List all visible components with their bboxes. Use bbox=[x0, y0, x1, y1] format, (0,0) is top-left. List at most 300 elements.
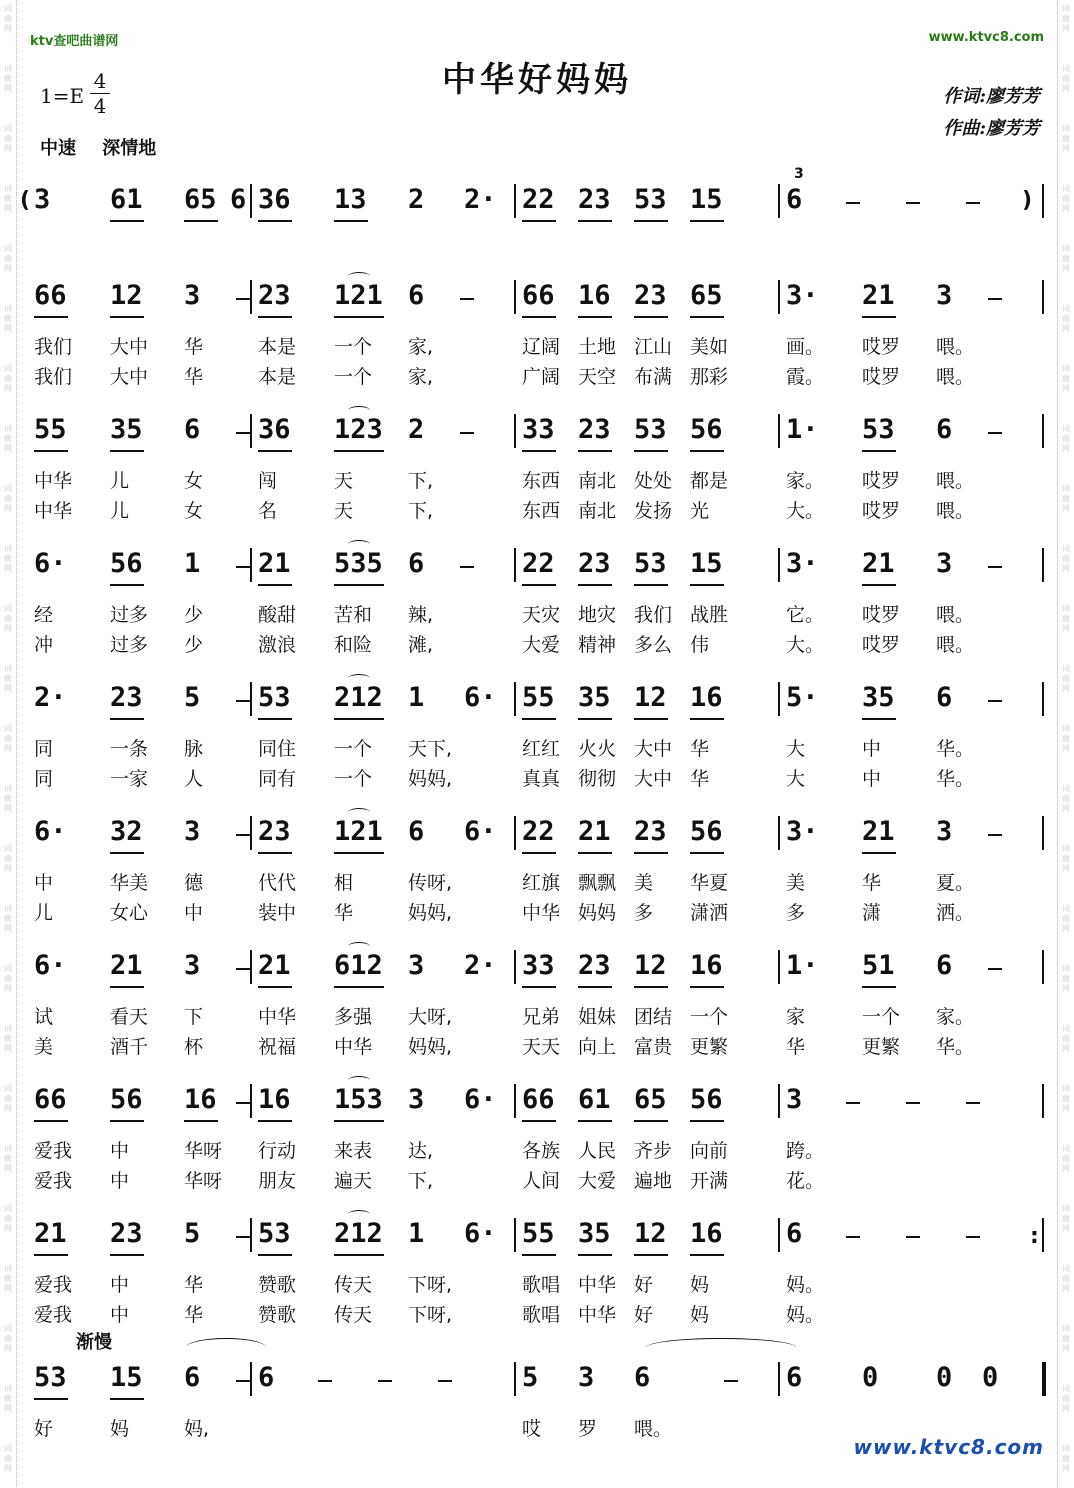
lyric-verse-2: 少 bbox=[184, 634, 204, 656]
site-logo[interactable]: www.ktvc8.com bbox=[853, 1435, 1044, 1459]
sustain-dash bbox=[378, 1380, 392, 1382]
lyric-verse-2: 更繁 bbox=[690, 1036, 729, 1058]
note: 3 bbox=[184, 280, 201, 311]
beam-underline bbox=[634, 316, 668, 318]
side-watermark-text: 词曲网 bbox=[4, 1084, 12, 1113]
lyric-verse-1: 好 bbox=[34, 1418, 54, 1440]
note: 65 bbox=[690, 280, 723, 311]
beam-underline bbox=[334, 1254, 384, 1256]
sustain-dash bbox=[236, 432, 250, 434]
beam-underline bbox=[334, 584, 384, 586]
note: 6· bbox=[464, 816, 497, 847]
key-signature: 1=E bbox=[40, 84, 85, 108]
lyric-verse-1: 中华 bbox=[34, 470, 73, 492]
lyric-verse-1: 妈, bbox=[184, 1418, 210, 1440]
lyric-verse-1: 江山 bbox=[634, 336, 673, 358]
lyric-verse-2: 华 bbox=[334, 902, 354, 924]
lyric-verse-1: 火火 bbox=[578, 738, 617, 760]
beam-underline bbox=[334, 986, 384, 988]
beam-underline bbox=[34, 1254, 68, 1256]
side-watermark-text: 词曲网 bbox=[1062, 964, 1070, 993]
tempo-marking bbox=[40, 134, 176, 160]
composer-credit: 作曲:廖芳芳 bbox=[943, 118, 1040, 139]
lyric-verse-2: 滩, bbox=[408, 634, 434, 656]
lyric-verse-1: 代代 bbox=[258, 872, 297, 894]
lyric-verse-2: 喂。 bbox=[936, 366, 975, 388]
note: 53 bbox=[634, 548, 667, 579]
lyric-verse-2: 潇 bbox=[862, 902, 882, 924]
lyric-verse-2: 大。 bbox=[786, 500, 825, 522]
sustain-dash bbox=[460, 432, 474, 434]
note: 2 bbox=[408, 184, 425, 215]
beam-underline bbox=[110, 1254, 144, 1256]
beam-underline bbox=[110, 584, 144, 586]
note: 53 bbox=[862, 414, 895, 445]
note: 1· bbox=[786, 950, 819, 981]
lyric-verse-2: 多 bbox=[786, 902, 806, 924]
note: 6 bbox=[936, 414, 953, 445]
lyric-verse-1: 女 bbox=[184, 470, 204, 492]
note: 35 bbox=[578, 1218, 611, 1249]
note: 16 bbox=[690, 682, 723, 713]
lyric-verse-1: 姐妹 bbox=[578, 1006, 617, 1028]
lyric-verse-2: 伟 bbox=[690, 634, 710, 656]
lyric-verse-2: 南北 bbox=[578, 500, 617, 522]
note: 56 bbox=[690, 816, 723, 847]
lyric-verse-1: 夏。 bbox=[936, 872, 975, 894]
note: 3· bbox=[786, 548, 819, 579]
slur bbox=[348, 674, 370, 683]
note: 1 bbox=[408, 682, 425, 713]
note: 23 bbox=[578, 414, 611, 445]
note: 61 bbox=[110, 184, 143, 215]
score-system-1 bbox=[26, 276, 1044, 406]
lyric-verse-1: 美如 bbox=[690, 336, 729, 358]
sustain-dash bbox=[236, 834, 250, 836]
lyric-verse-1: 歌唱 bbox=[522, 1274, 561, 1296]
sustain-dash bbox=[988, 566, 1002, 568]
lyric-verse-1: 达, bbox=[408, 1140, 434, 1162]
note: 16 bbox=[690, 950, 723, 981]
sustain-dash bbox=[906, 1102, 920, 1104]
note-row bbox=[20, 180, 1044, 224]
lyric-verse-1: 试 bbox=[34, 1006, 54, 1028]
sustain-dash bbox=[988, 298, 1002, 300]
lyric-verse-2: 儿 bbox=[110, 500, 130, 522]
slur bbox=[348, 942, 370, 951]
score-system-5 bbox=[26, 812, 1044, 942]
lyric-verse-1: 妈 bbox=[110, 1418, 130, 1440]
lyric-verse-2: 中 bbox=[110, 1304, 130, 1326]
beam-underline bbox=[690, 718, 724, 720]
lyric-verse-1: 飘飘 bbox=[578, 872, 617, 894]
sustain-dash bbox=[988, 700, 1002, 702]
barline bbox=[514, 184, 516, 218]
barline bbox=[778, 1362, 780, 1396]
barline bbox=[1042, 682, 1044, 716]
note: 2· bbox=[464, 950, 497, 981]
beam-underline bbox=[634, 584, 668, 586]
note: 6 bbox=[936, 682, 953, 713]
lyric-verse-1: 下 bbox=[184, 1006, 204, 1028]
lyric-verse-1: 罗 bbox=[578, 1418, 598, 1440]
lyric-verse-2: 激浪 bbox=[258, 634, 297, 656]
note: 53 bbox=[258, 682, 291, 713]
beam-underline bbox=[258, 718, 292, 720]
lyric-verse-1: 哎 bbox=[522, 1418, 542, 1440]
lyric-verse-2: 名 bbox=[258, 500, 278, 522]
beam-underline bbox=[634, 450, 668, 452]
side-watermark-text: 词曲网 bbox=[4, 844, 12, 873]
lyric-verse-1: 妈 bbox=[690, 1274, 710, 1296]
note: 35 bbox=[110, 414, 143, 445]
lyric-verse-2: 女心 bbox=[110, 902, 149, 924]
note: 23 bbox=[634, 280, 667, 311]
lyric-verse-1: 赞歌 bbox=[258, 1274, 297, 1296]
lyric-verse-2: 中 bbox=[184, 902, 204, 924]
lyric-verse-2: 女 bbox=[184, 500, 204, 522]
intro-close-paren: ) bbox=[1022, 188, 1033, 213]
lyric-verse-1: 大中 bbox=[110, 336, 149, 358]
lyric-verse-1: 家, bbox=[408, 336, 434, 358]
lyric-verse-2: 中 bbox=[862, 768, 882, 790]
beam-underline bbox=[578, 718, 612, 720]
sustain-dash bbox=[846, 1102, 860, 1104]
lyric-verse-1: 团结 bbox=[634, 1006, 673, 1028]
note: 23 bbox=[578, 184, 611, 215]
lyric-verse-2: 大中 bbox=[110, 366, 149, 388]
beam-underline bbox=[634, 718, 668, 720]
lyric-verse-2: 中华 bbox=[334, 1036, 373, 1058]
lyric-verse-2: 精神 bbox=[578, 634, 617, 656]
beam-underline bbox=[578, 450, 612, 452]
note: 2 bbox=[408, 414, 425, 445]
note: 53 bbox=[34, 1362, 67, 1393]
lyric-verse-2: 妈。 bbox=[786, 1304, 825, 1326]
lyric-verse-2: 霞。 bbox=[786, 366, 825, 388]
lyric-verse-1: 爱我 bbox=[34, 1140, 73, 1162]
note: 23 bbox=[634, 816, 667, 847]
lyric-verse-1: 天灾 bbox=[522, 604, 561, 626]
note: 3 bbox=[184, 816, 201, 847]
beam-underline bbox=[690, 1254, 724, 1256]
beam-underline bbox=[110, 220, 144, 222]
lyric-verse-1: 看天 bbox=[110, 1006, 149, 1028]
note: 2· bbox=[34, 682, 67, 713]
lyric-verse-2: 同 bbox=[34, 768, 54, 790]
barline bbox=[514, 950, 516, 984]
barline bbox=[1042, 950, 1044, 984]
lyric-verse-1: 处处 bbox=[634, 470, 673, 492]
lyric-verse-2: 下, bbox=[408, 1170, 434, 1192]
note: 56 bbox=[110, 548, 143, 579]
tie bbox=[646, 1338, 796, 1357]
note: 65 bbox=[634, 1084, 667, 1115]
lyric-verse-1: 我们 bbox=[34, 336, 73, 358]
barline bbox=[514, 816, 516, 850]
side-watermark-text: 词曲网 bbox=[1062, 124, 1070, 153]
note: 21 bbox=[862, 280, 895, 311]
side-watermark-text: 词曲网 bbox=[4, 1384, 12, 1413]
note: 65 bbox=[184, 184, 217, 215]
side-watermark-text: 词曲网 bbox=[4, 604, 12, 633]
beam-underline bbox=[578, 316, 612, 318]
lyric-verse-2: 华 bbox=[690, 768, 710, 790]
beam-underline bbox=[862, 718, 896, 720]
barline bbox=[514, 1218, 516, 1252]
intro-open-paren: ( bbox=[20, 188, 31, 213]
note: 3 bbox=[184, 950, 201, 981]
lyric-verse-2: 本是 bbox=[258, 366, 297, 388]
note: 212 bbox=[334, 1218, 383, 1249]
barline bbox=[250, 682, 252, 716]
beam-underline bbox=[258, 1254, 292, 1256]
barline bbox=[514, 548, 516, 582]
note: 1 bbox=[408, 1218, 425, 1249]
lyric-verse-2: 潇洒 bbox=[690, 902, 729, 924]
score-system-8 bbox=[26, 1214, 1044, 1344]
lyric-verse-2: 好 bbox=[634, 1304, 654, 1326]
lyric-verse-1: 同住 bbox=[258, 738, 297, 760]
slur bbox=[348, 272, 370, 281]
beam-underline bbox=[258, 1120, 292, 1122]
barline bbox=[778, 414, 780, 448]
slur bbox=[348, 808, 370, 817]
barline bbox=[778, 1084, 780, 1118]
note: 123 bbox=[334, 414, 383, 445]
lyric-verse-2: 喂。 bbox=[936, 634, 975, 656]
lyric-verse-1: 家。 bbox=[786, 470, 825, 492]
sustain-dash bbox=[988, 432, 1002, 434]
side-watermark-text: 词曲网 bbox=[4, 1444, 12, 1473]
side-watermark-text: 词曲网 bbox=[4, 1144, 12, 1173]
barline bbox=[250, 184, 252, 218]
lyric-verse-2: 喂。 bbox=[936, 500, 975, 522]
note: 55 bbox=[522, 1218, 555, 1249]
side-watermark-text: 词曲网 bbox=[4, 904, 12, 933]
lyric-verse-2: 一家 bbox=[110, 768, 149, 790]
lyric-verse-1: 它。 bbox=[786, 604, 825, 626]
beam-underline bbox=[334, 316, 384, 318]
note: 53 bbox=[634, 184, 667, 215]
tempo-expression: 深情地 bbox=[102, 138, 157, 159]
lyric-verse-2: 布满 bbox=[634, 366, 673, 388]
lyric-verse-1: 爱我 bbox=[34, 1274, 73, 1296]
lyric-verse-2: 儿 bbox=[34, 902, 54, 924]
lyric-verse-1: 南北 bbox=[578, 470, 617, 492]
beam-underline bbox=[690, 450, 724, 452]
sustain-dash bbox=[906, 202, 920, 204]
beam-underline bbox=[34, 316, 68, 318]
note: 16 bbox=[258, 1084, 291, 1115]
score-system-6 bbox=[26, 946, 1044, 1076]
sustain-dash bbox=[236, 566, 250, 568]
barline bbox=[250, 414, 252, 448]
note: 6 bbox=[230, 184, 247, 215]
note: 6 bbox=[184, 414, 201, 445]
note: 6· bbox=[34, 548, 67, 579]
note: 6 bbox=[936, 950, 953, 981]
side-watermark-text: 词曲网 bbox=[4, 4, 12, 33]
side-watermark-text: 词曲网 bbox=[1062, 1084, 1070, 1113]
site-watermark-right[interactable]: www.ktvc8.com bbox=[928, 30, 1044, 45]
beam-underline bbox=[184, 220, 218, 222]
note: 6· bbox=[34, 950, 67, 981]
slur bbox=[348, 1210, 370, 1219]
barline bbox=[250, 1218, 252, 1252]
lyric-verse-1: 下, bbox=[408, 470, 434, 492]
beam-underline bbox=[334, 450, 384, 452]
lyric-verse-1: 过多 bbox=[110, 604, 149, 626]
barline bbox=[778, 950, 780, 984]
note: 121 bbox=[334, 816, 383, 847]
note: 55 bbox=[34, 414, 67, 445]
lyric-verse-1: 中 bbox=[34, 872, 54, 894]
beam-underline bbox=[334, 1120, 384, 1122]
sustain-dash bbox=[846, 202, 860, 204]
lyric-verse-1: 酸甜 bbox=[258, 604, 297, 626]
coda-system bbox=[26, 1332, 1044, 1488]
side-watermark-text: 词曲网 bbox=[1062, 544, 1070, 573]
lyric-verse-2: 大爱 bbox=[522, 634, 561, 656]
sustain-dash bbox=[236, 1380, 250, 1382]
lyric-verse-2: 同有 bbox=[258, 768, 297, 790]
note: 3 bbox=[34, 184, 51, 215]
lyric-verse-2: 歌唱 bbox=[522, 1304, 561, 1326]
beam-underline bbox=[34, 1120, 68, 1122]
sustain-dash bbox=[988, 834, 1002, 836]
side-watermark-text: 词曲网 bbox=[1062, 664, 1070, 693]
barline bbox=[1042, 1084, 1044, 1118]
note: 23 bbox=[578, 950, 611, 981]
song-title: 中华好妈妈 bbox=[442, 60, 632, 100]
lyric-verse-2: 冲 bbox=[34, 634, 54, 656]
side-watermark-text: 词曲网 bbox=[1062, 604, 1070, 633]
lyric-verse-1: 华 bbox=[690, 738, 710, 760]
note: 66 bbox=[34, 280, 67, 311]
lyric-verse-1: 德 bbox=[184, 872, 204, 894]
lyric-verse-2: 家, bbox=[408, 366, 434, 388]
side-watermark-text: 词曲网 bbox=[4, 184, 12, 213]
right-watermark-strip bbox=[1057, 0, 1074, 1487]
note: 6 bbox=[786, 184, 803, 215]
note: 35 bbox=[578, 682, 611, 713]
note: 6 bbox=[786, 1218, 803, 1249]
note: 6 bbox=[786, 1362, 803, 1393]
note: 3 bbox=[786, 1084, 803, 1115]
lyric-verse-2: 美 bbox=[34, 1036, 54, 1058]
time-signature-bottom: 4 bbox=[93, 94, 107, 118]
lyric-verse-1: 一个 bbox=[690, 1006, 729, 1028]
lyric-verse-1: 美 bbox=[634, 872, 654, 894]
sustain-dash bbox=[724, 1380, 738, 1382]
barline bbox=[514, 280, 516, 314]
note-row bbox=[26, 1214, 1044, 1258]
sustain-dash bbox=[966, 202, 980, 204]
note: 32 bbox=[110, 816, 143, 847]
lyric-verse-1: 来表 bbox=[334, 1140, 373, 1162]
lyric-verse-2: 一个 bbox=[334, 366, 373, 388]
barline bbox=[250, 816, 252, 850]
lyric-verse-2: 哎罗 bbox=[862, 500, 901, 522]
sustain-dash bbox=[988, 968, 1002, 970]
beam-underline bbox=[110, 1120, 144, 1122]
note: 5· bbox=[786, 682, 819, 713]
note: 0 bbox=[982, 1362, 999, 1393]
lyric-verse-2: 遍地 bbox=[634, 1170, 673, 1192]
side-watermark-text: 词曲网 bbox=[1062, 304, 1070, 333]
note: 15 bbox=[110, 1362, 143, 1393]
beam-underline bbox=[578, 584, 612, 586]
note: 33 bbox=[522, 950, 555, 981]
lyric-verse-1: 哎罗 bbox=[862, 470, 901, 492]
note: 21 bbox=[862, 548, 895, 579]
note: 16 bbox=[184, 1084, 217, 1115]
lyric-verse-1: 东西 bbox=[522, 470, 561, 492]
lyric-verse-2: 过多 bbox=[110, 634, 149, 656]
note: 3 bbox=[578, 1362, 595, 1393]
lyric-verse-2: 更繁 bbox=[862, 1036, 901, 1058]
note: 1 bbox=[184, 548, 201, 579]
sustain-dash bbox=[318, 1380, 332, 1382]
lyric-verse-1: 地灾 bbox=[578, 604, 617, 626]
beam-underline bbox=[578, 1120, 612, 1122]
beam-underline bbox=[184, 1120, 218, 1122]
side-watermark-text: 词曲网 bbox=[4, 664, 12, 693]
lyricist-credit: 作词:廖芳芳 bbox=[943, 86, 1040, 107]
tempo-speed: 中速 bbox=[40, 138, 76, 159]
note: 212 bbox=[334, 682, 383, 713]
note: 5 bbox=[522, 1362, 539, 1393]
side-watermark-text: 词曲网 bbox=[1062, 364, 1070, 393]
lyric-verse-2: 花。 bbox=[786, 1170, 825, 1192]
lyric-verse-2: 杯 bbox=[184, 1036, 204, 1058]
beam-underline bbox=[862, 852, 896, 854]
beam-underline bbox=[690, 220, 724, 222]
note-row bbox=[26, 812, 1044, 856]
lyric-verse-1: 人民 bbox=[578, 1140, 617, 1162]
lyric-verse-1: 华夏 bbox=[690, 872, 729, 894]
barline bbox=[778, 816, 780, 850]
lyric-verse-1: 妈。 bbox=[786, 1274, 825, 1296]
lyric-verse-1: 天下, bbox=[408, 738, 453, 760]
lyric-verse-1: 好 bbox=[634, 1274, 654, 1296]
beam-underline bbox=[634, 986, 668, 988]
side-watermark-text: 词曲网 bbox=[4, 544, 12, 573]
note: 12 bbox=[634, 950, 667, 981]
lyric-verse-1: 各族 bbox=[522, 1140, 561, 1162]
lyric-verse-1: 一个 bbox=[862, 1006, 901, 1028]
lyric-verse-2: 彻彻 bbox=[578, 768, 617, 790]
lyric-verse-1: 齐步 bbox=[634, 1140, 673, 1162]
beam-underline bbox=[34, 450, 68, 452]
side-watermark-text: 词曲网 bbox=[4, 724, 12, 753]
beam-underline bbox=[110, 450, 144, 452]
site-watermark-left[interactable]: ktv查吧曲谱网 bbox=[30, 34, 119, 49]
lyric-verse-1: 华 bbox=[862, 872, 882, 894]
slur bbox=[348, 540, 370, 549]
barline bbox=[1042, 816, 1044, 850]
sustain-dash bbox=[236, 1102, 250, 1104]
lyric-verse-2: 中华 bbox=[522, 902, 561, 924]
lyric-verse-2: 广阔 bbox=[522, 366, 561, 388]
lyric-verse-1: 苦和 bbox=[334, 604, 373, 626]
note: 23 bbox=[258, 816, 291, 847]
side-watermark-text: 词曲网 bbox=[1062, 184, 1070, 213]
note: 36 bbox=[258, 184, 291, 215]
side-watermark-text: 词曲网 bbox=[1062, 1324, 1070, 1353]
beam-underline bbox=[522, 986, 556, 988]
